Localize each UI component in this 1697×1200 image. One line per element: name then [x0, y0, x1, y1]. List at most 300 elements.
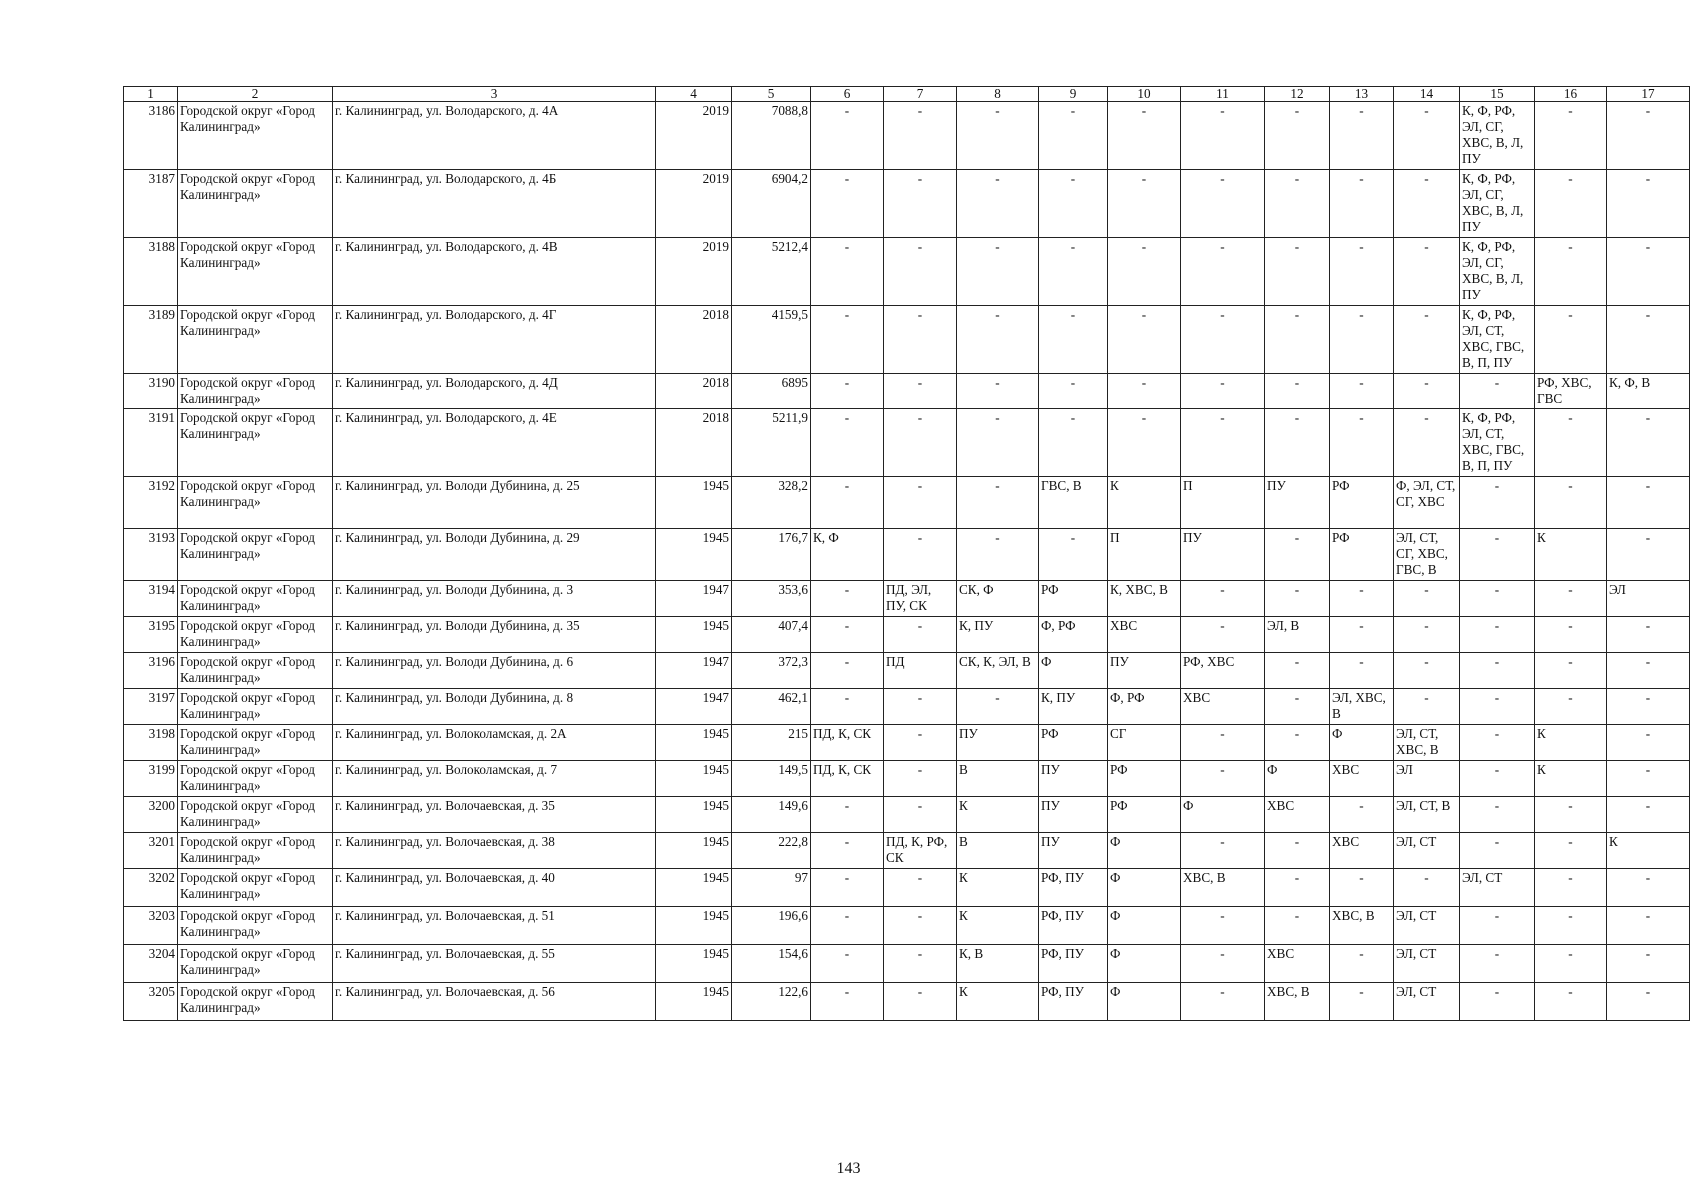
total-area-cell: 7088,8 [732, 102, 811, 170]
col-11-cell: - [1181, 833, 1265, 869]
col-13-cell: - [1330, 797, 1394, 833]
col-13-cell: - [1330, 581, 1394, 617]
col-11-cell: - [1181, 306, 1265, 374]
col-14-cell: ЭЛ, СТ, ХВС, В [1394, 725, 1460, 761]
col-16-cell: - [1535, 238, 1607, 306]
address-cell: г. Калининград, ул. Володи Дубинина, д. 25 [333, 477, 656, 529]
col-17-cell: - [1607, 653, 1690, 689]
col-17-cell: - [1607, 907, 1690, 945]
col-16-cell: - [1535, 102, 1607, 170]
col-15-cell: К, Ф, РФ, ЭЛ, СГ, ХВС, В, Л, ПУ [1460, 170, 1535, 238]
col-7-cell: - [884, 529, 957, 581]
total-area-cell: 97 [732, 869, 811, 907]
total-area-cell: 6904,2 [732, 170, 811, 238]
col-12-cell: - [1265, 581, 1330, 617]
col-7-cell: - [884, 477, 957, 529]
col-16-cell: - [1535, 581, 1607, 617]
address-cell: г. Калининград, ул. Волочаевская, д. 56 [333, 983, 656, 1021]
col-10-cell: К, ХВС, В [1108, 581, 1181, 617]
construction-year-cell: 2019 [656, 170, 732, 238]
col-16-cell: - [1535, 477, 1607, 529]
col-14-cell: - [1394, 102, 1460, 170]
col-6-cell: - [811, 477, 884, 529]
table-row [124, 102, 1690, 170]
col-7-cell: - [884, 102, 957, 170]
col-10-cell: Ф [1108, 945, 1181, 983]
col-6-cell: - [811, 869, 884, 907]
col-8-cell: К, ПУ [957, 617, 1039, 653]
col-12-cell: - [1265, 409, 1330, 477]
col-13-cell: РФ [1330, 477, 1394, 529]
col-6-cell: - [811, 409, 884, 477]
total-area-cell: 4159,5 [732, 306, 811, 374]
col-6-cell: - [811, 102, 884, 170]
col-17-cell: - [1607, 761, 1690, 797]
col-9-cell: ПУ [1039, 797, 1108, 833]
col-6-cell: - [811, 983, 884, 1021]
municipality-cell: Городской округ «Город Калининград» [178, 653, 333, 689]
col-11-cell: ПУ [1181, 529, 1265, 581]
col-15-cell: - [1460, 581, 1535, 617]
col-13-cell: ЭЛ, ХВС, В [1330, 689, 1394, 725]
total-area-cell: 5212,4 [732, 238, 811, 306]
col-14-cell: Ф, ЭЛ, СТ, СГ, ХВС [1394, 477, 1460, 529]
col-16-cell: К [1535, 761, 1607, 797]
address-cell: г. Калининград, ул. Володи Дубинина, д. 35 [333, 617, 656, 653]
col-10-cell: - [1108, 102, 1181, 170]
col-13-cell: ХВС [1330, 833, 1394, 869]
col-15-cell: - [1460, 945, 1535, 983]
col-17-cell: К [1607, 833, 1690, 869]
col-7-cell: - [884, 725, 957, 761]
col-15-cell: - [1460, 761, 1535, 797]
construction-year-cell: 1945 [656, 945, 732, 983]
col-8-cell: К [957, 907, 1039, 945]
col-16-cell: - [1535, 945, 1607, 983]
col-10-cell: ПУ [1108, 653, 1181, 689]
col-14-cell: - [1394, 409, 1460, 477]
col-6-cell: К, Ф [811, 529, 884, 581]
col-16-cell: - [1535, 907, 1607, 945]
construction-year-cell: 1945 [656, 797, 732, 833]
col-12-cell: - [1265, 529, 1330, 581]
municipality-cell: Городской округ «Город Калининград» [178, 529, 333, 581]
construction-year-cell: 2019 [656, 102, 732, 170]
table-row [124, 945, 1690, 983]
col-14-cell: - [1394, 617, 1460, 653]
col-12-cell: - [1265, 833, 1330, 869]
col-14-cell: - [1394, 374, 1460, 409]
column-header: 2 [178, 87, 333, 102]
col-11-cell: Ф [1181, 797, 1265, 833]
col-8-cell: - [957, 477, 1039, 529]
col-14-cell: - [1394, 238, 1460, 306]
col-8-cell: СК, Ф [957, 581, 1039, 617]
col-6-cell: - [811, 907, 884, 945]
col-8-cell: - [957, 409, 1039, 477]
col-10-cell: - [1108, 170, 1181, 238]
construction-year-cell: 1945 [656, 983, 732, 1021]
col-15-cell: ЭЛ, СТ [1460, 869, 1535, 907]
col-17-cell: - [1607, 477, 1690, 529]
col-11-cell: - [1181, 409, 1265, 477]
table-row [124, 238, 1690, 306]
col-8-cell: - [957, 529, 1039, 581]
col-10-cell: - [1108, 374, 1181, 409]
column-header: 3 [333, 87, 656, 102]
table-body [124, 102, 1690, 1021]
col-7-cell: - [884, 945, 957, 983]
total-area-cell: 149,6 [732, 797, 811, 833]
col-12-cell: Ф [1265, 761, 1330, 797]
construction-year-cell: 1945 [656, 617, 732, 653]
col-8-cell: ПУ [957, 725, 1039, 761]
col-9-cell: - [1039, 529, 1108, 581]
row-number-cell: 3193 [124, 529, 178, 581]
col-15-cell: К, Ф, РФ, ЭЛ, СГ, ХВС, В, Л, ПУ [1460, 102, 1535, 170]
address-cell: г. Калининград, ул. Волочаевская, д. 35 [333, 797, 656, 833]
col-8-cell: - [957, 689, 1039, 725]
col-17-cell: - [1607, 725, 1690, 761]
municipality-cell: Городской округ «Город Калининград» [178, 761, 333, 797]
col-10-cell: Ф [1108, 869, 1181, 907]
col-13-cell: - [1330, 945, 1394, 983]
table-row [124, 653, 1690, 689]
municipality-cell: Городской округ «Город Калининград» [178, 102, 333, 170]
address-cell: г. Калининград, ул. Володарского, д. 4Е [333, 409, 656, 477]
col-12-cell: - [1265, 306, 1330, 374]
municipality-cell: Городской округ «Город Калининград» [178, 238, 333, 306]
col-17-cell: К, Ф, В [1607, 374, 1690, 409]
col-8-cell: В [957, 833, 1039, 869]
col-15-cell: - [1460, 725, 1535, 761]
address-cell: г. Калининград, ул. Володарского, д. 4Г [333, 306, 656, 374]
col-9-cell: К, ПУ [1039, 689, 1108, 725]
col-16-cell: - [1535, 653, 1607, 689]
col-9-cell: РФ [1039, 581, 1108, 617]
total-area-cell: 176,7 [732, 529, 811, 581]
col-9-cell: - [1039, 374, 1108, 409]
col-9-cell: ГВС, В [1039, 477, 1108, 529]
col-7-cell: - [884, 306, 957, 374]
table-row [124, 477, 1690, 529]
col-13-cell: - [1330, 238, 1394, 306]
col-14-cell: - [1394, 689, 1460, 725]
address-cell: г. Калининград, ул. Волоколамская, д. 7 [333, 761, 656, 797]
col-16-cell: - [1535, 306, 1607, 374]
row-number-cell: 3203 [124, 907, 178, 945]
row-number-cell: 3199 [124, 761, 178, 797]
col-11-cell: - [1181, 725, 1265, 761]
row-number-cell: 3198 [124, 725, 178, 761]
col-17-cell: - [1607, 945, 1690, 983]
col-11-cell: - [1181, 983, 1265, 1021]
col-8-cell: СК, К, ЭЛ, В [957, 653, 1039, 689]
column-header: 6 [811, 87, 884, 102]
col-15-cell: - [1460, 907, 1535, 945]
construction-year-cell: 1945 [656, 833, 732, 869]
construction-year-cell: 1945 [656, 907, 732, 945]
total-area-cell: 407,4 [732, 617, 811, 653]
address-cell: г. Калининград, ул. Володи Дубинина, д. 6 [333, 653, 656, 689]
address-cell: г. Калининград, ул. Володарского, д. 4Д [333, 374, 656, 409]
row-number-cell: 3190 [124, 374, 178, 409]
col-13-cell: ХВС, В [1330, 907, 1394, 945]
address-cell: г. Калининград, ул. Волочаевская, д. 38 [333, 833, 656, 869]
col-6-cell: - [811, 238, 884, 306]
construction-year-cell: 1945 [656, 869, 732, 907]
col-16-cell: - [1535, 617, 1607, 653]
col-8-cell: - [957, 238, 1039, 306]
col-11-cell: - [1181, 907, 1265, 945]
col-12-cell: ЭЛ, В [1265, 617, 1330, 653]
construction-year-cell: 1947 [656, 581, 732, 617]
col-16-cell: - [1535, 869, 1607, 907]
address-cell: г. Калининград, ул. Володи Дубинина, д. 3 [333, 581, 656, 617]
column-header: 5 [732, 87, 811, 102]
col-14-cell: - [1394, 653, 1460, 689]
col-15-cell: - [1460, 833, 1535, 869]
col-6-cell: - [811, 945, 884, 983]
col-12-cell: ХВС [1265, 945, 1330, 983]
municipality-cell: Городской округ «Город Калининград» [178, 409, 333, 477]
col-11-cell: - [1181, 102, 1265, 170]
col-14-cell: - [1394, 170, 1460, 238]
municipality-cell: Городской округ «Город Калининград» [178, 833, 333, 869]
row-number-cell: 3201 [124, 833, 178, 869]
construction-year-cell: 2018 [656, 374, 732, 409]
col-15-cell: - [1460, 529, 1535, 581]
col-14-cell: ЭЛ, СТ, В [1394, 797, 1460, 833]
col-9-cell: - [1039, 102, 1108, 170]
row-number-cell: 3197 [124, 689, 178, 725]
municipality-cell: Городской округ «Город Калининград» [178, 907, 333, 945]
col-10-cell: Ф [1108, 983, 1181, 1021]
column-header: 11 [1181, 87, 1265, 102]
col-10-cell: Ф [1108, 833, 1181, 869]
table-row [124, 529, 1690, 581]
total-area-cell: 6895 [732, 374, 811, 409]
col-15-cell: К, Ф, РФ, ЭЛ, СТ, ХВС, ГВС, В, П, ПУ [1460, 306, 1535, 374]
table-row [124, 409, 1690, 477]
col-11-cell: - [1181, 761, 1265, 797]
col-17-cell: - [1607, 409, 1690, 477]
col-15-cell: - [1460, 689, 1535, 725]
table-row [124, 761, 1690, 797]
municipality-cell: Городской округ «Город Калининград» [178, 306, 333, 374]
table-row [124, 170, 1690, 238]
col-9-cell: - [1039, 238, 1108, 306]
col-11-cell: - [1181, 581, 1265, 617]
column-number-row [124, 87, 1690, 102]
address-cell: г. Калининград, ул. Володарского, д. 4В [333, 238, 656, 306]
col-6-cell: - [811, 617, 884, 653]
col-6-cell: - [811, 833, 884, 869]
col-17-cell: - [1607, 797, 1690, 833]
col-7-cell: ПД [884, 653, 957, 689]
construction-year-cell: 2019 [656, 238, 732, 306]
col-16-cell: К [1535, 529, 1607, 581]
col-9-cell: РФ, ПУ [1039, 945, 1108, 983]
municipality-cell: Городской округ «Город Калининград» [178, 945, 333, 983]
address-cell: г. Калининград, ул. Володи Дубинина, д. 8 [333, 689, 656, 725]
col-16-cell: - [1535, 797, 1607, 833]
col-6-cell: - [811, 797, 884, 833]
col-13-cell: - [1330, 409, 1394, 477]
col-11-cell: РФ, ХВС [1181, 653, 1265, 689]
column-header: 13 [1330, 87, 1394, 102]
col-11-cell: - [1181, 617, 1265, 653]
row-number-cell: 3195 [124, 617, 178, 653]
municipality-cell: Городской округ «Город Калининград» [178, 797, 333, 833]
col-12-cell: - [1265, 689, 1330, 725]
col-10-cell: СГ [1108, 725, 1181, 761]
col-15-cell: - [1460, 477, 1535, 529]
municipality-cell: Городской округ «Город Калининград» [178, 581, 333, 617]
col-7-cell: - [884, 869, 957, 907]
col-11-cell: ХВС [1181, 689, 1265, 725]
col-17-cell: - [1607, 170, 1690, 238]
construction-year-cell: 2018 [656, 409, 732, 477]
col-16-cell: РФ, ХВС, ГВС [1535, 374, 1607, 409]
column-header: 14 [1394, 87, 1460, 102]
col-15-cell: К, Ф, РФ, ЭЛ, СГ, ХВС, В, Л, ПУ [1460, 238, 1535, 306]
col-8-cell: - [957, 102, 1039, 170]
col-13-cell: - [1330, 983, 1394, 1021]
col-14-cell: ЭЛ, СТ [1394, 833, 1460, 869]
col-12-cell: - [1265, 102, 1330, 170]
col-17-cell: - [1607, 689, 1690, 725]
col-17-cell: - [1607, 869, 1690, 907]
total-area-cell: 5211,9 [732, 409, 811, 477]
registry-table [123, 86, 1690, 1021]
col-14-cell: ЭЛ, СТ [1394, 983, 1460, 1021]
column-header: 4 [656, 87, 732, 102]
row-number-cell: 3189 [124, 306, 178, 374]
table-row [124, 907, 1690, 945]
col-9-cell: РФ [1039, 725, 1108, 761]
table-row [124, 617, 1690, 653]
col-12-cell: ПУ [1265, 477, 1330, 529]
table-row [124, 306, 1690, 374]
col-6-cell: ПД, К, СК [811, 761, 884, 797]
col-13-cell: - [1330, 653, 1394, 689]
col-10-cell: П [1108, 529, 1181, 581]
col-17-cell: - [1607, 306, 1690, 374]
total-area-cell: 215 [732, 725, 811, 761]
total-area-cell: 222,8 [732, 833, 811, 869]
municipality-cell: Городской округ «Город Калининград» [178, 170, 333, 238]
col-7-cell: - [884, 689, 957, 725]
col-16-cell: - [1535, 170, 1607, 238]
column-header: 10 [1108, 87, 1181, 102]
total-area-cell: 372,3 [732, 653, 811, 689]
col-13-cell: ХВС [1330, 761, 1394, 797]
construction-year-cell: 1947 [656, 653, 732, 689]
page-number: 143 [836, 1160, 861, 1177]
column-header: 16 [1535, 87, 1607, 102]
col-11-cell: П [1181, 477, 1265, 529]
col-8-cell: К [957, 797, 1039, 833]
table-row [124, 374, 1690, 409]
total-area-cell: 462,1 [732, 689, 811, 725]
column-header: 15 [1460, 87, 1535, 102]
address-cell: г. Калининград, ул. Володарского, д. 4Б [333, 170, 656, 238]
col-7-cell: - [884, 907, 957, 945]
col-12-cell: - [1265, 374, 1330, 409]
col-10-cell: Ф [1108, 907, 1181, 945]
col-13-cell: - [1330, 869, 1394, 907]
col-14-cell: ЭЛ [1394, 761, 1460, 797]
col-17-cell: - [1607, 529, 1690, 581]
col-17-cell: - [1607, 983, 1690, 1021]
address-cell: г. Калининград, ул. Волочаевская, д. 40 [333, 869, 656, 907]
column-header: 7 [884, 87, 957, 102]
col-14-cell: - [1394, 869, 1460, 907]
col-7-cell: - [884, 238, 957, 306]
col-8-cell: - [957, 170, 1039, 238]
col-17-cell: - [1607, 102, 1690, 170]
address-cell: г. Калининград, ул. Волочаевская, д. 55 [333, 945, 656, 983]
col-9-cell: РФ, ПУ [1039, 983, 1108, 1021]
col-13-cell: РФ [1330, 529, 1394, 581]
total-area-cell: 328,2 [732, 477, 811, 529]
col-10-cell: К [1108, 477, 1181, 529]
col-6-cell: ПД, К, СК [811, 725, 884, 761]
col-11-cell: - [1181, 238, 1265, 306]
col-8-cell: - [957, 374, 1039, 409]
col-11-cell: ХВС, В [1181, 869, 1265, 907]
municipality-cell: Городской округ «Город Калининград» [178, 617, 333, 653]
col-7-cell: ПД, К, РФ, СК [884, 833, 957, 869]
construction-year-cell: 1945 [656, 529, 732, 581]
total-area-cell: 154,6 [732, 945, 811, 983]
total-area-cell: 196,6 [732, 907, 811, 945]
col-6-cell: - [811, 581, 884, 617]
col-13-cell: - [1330, 102, 1394, 170]
col-12-cell: - [1265, 725, 1330, 761]
table-row [124, 725, 1690, 761]
col-14-cell: - [1394, 306, 1460, 374]
col-9-cell: - [1039, 409, 1108, 477]
col-15-cell: К, Ф, РФ, ЭЛ, СТ, ХВС, ГВС, В, П, ПУ [1460, 409, 1535, 477]
col-13-cell: Ф [1330, 725, 1394, 761]
col-17-cell: - [1607, 238, 1690, 306]
col-9-cell: - [1039, 170, 1108, 238]
col-13-cell: - [1330, 170, 1394, 238]
col-11-cell: - [1181, 170, 1265, 238]
col-10-cell: ХВС [1108, 617, 1181, 653]
col-15-cell: - [1460, 653, 1535, 689]
col-9-cell: ПУ [1039, 761, 1108, 797]
col-10-cell: Ф, РФ [1108, 689, 1181, 725]
col-10-cell: РФ [1108, 761, 1181, 797]
col-8-cell: К [957, 869, 1039, 907]
row-number-cell: 3194 [124, 581, 178, 617]
table-row [124, 797, 1690, 833]
col-6-cell: - [811, 170, 884, 238]
col-15-cell: - [1460, 797, 1535, 833]
col-16-cell: - [1535, 983, 1607, 1021]
col-6-cell: - [811, 306, 884, 374]
table-row [124, 689, 1690, 725]
table-row [124, 869, 1690, 907]
col-11-cell: - [1181, 374, 1265, 409]
table-row [124, 581, 1690, 617]
table-row [124, 983, 1690, 1021]
col-14-cell: - [1394, 581, 1460, 617]
col-8-cell: - [957, 306, 1039, 374]
